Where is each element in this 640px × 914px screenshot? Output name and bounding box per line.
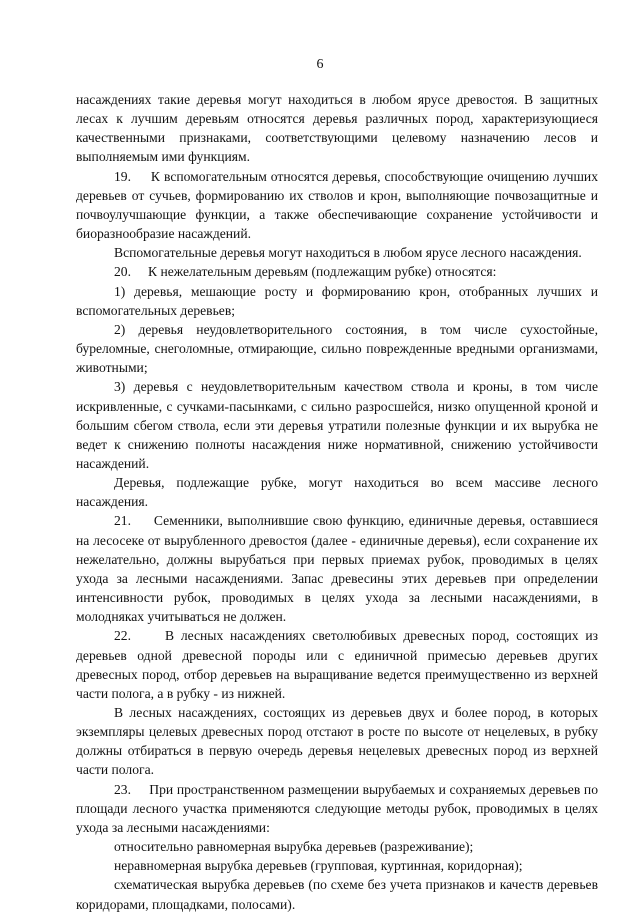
paragraph-item-19: 19. К вспомогательным относятся деревья, способствующие очищению лучших деревьев от сучьев, формированию их стволов и крон, выполняющие почвозащитные и почвоулучшающие функции, а также обеспечивающие сохранение устойчивости и биоразнообразие насаждений. [76,168,598,242]
paragraph-item-21: 21. Семенники, выполнившие свою функцию, единичные деревья, оставшиеся на лесосеке от вырубленного древостоя (далее - единичные деревья), если сохранение их нежелательно, должны вырубаться при первых приемах рубок, проводимых в целях ухода за лесными насаждениями. Запас древесины этих деревьев при определении интенсивности рубок, проводимых в целях ухода за лесными насаждениями, в молодняках учитываться не должен. [76,513,598,625]
list-item-2: 2) деревья неудовлетворительного состояния, в том числе сухостойные, буреломные, снеголомные, отмирающие, сильно поврежденные вредными организмами, животными; [76,321,598,376]
paragraph-item-22: 22. В лесных насаждениях светолюбивых древесных пород, состоящих из деревьев одной древесной породы или с единичной примесью деревьев других древесных пород, отбор деревьев на выращивание ведется преимущественно из верхней части полога, а в рубку - из нижней. [76,628,598,701]
paragraph-item-23: 23. При пространственном размещении вырубаемых и сохраняемых деревьев по площади лесного участка применяются следующие методы рубок, проводимых в целях ухода за лесными насаждениями: [76,781,598,835]
paragraph-item-20: 20. К нежелательным деревьям (подлежащим рубке) относятся: [114,264,497,280]
method-schematic-thinning: схематическая вырубка деревьев (по схеме без учета признаков и качеств деревьев коридорами, площадками, полосами). [76,877,598,912]
method-uneven-thinning: неравномерная вырубка деревьев (групповая, куртинная, коридорная); [114,858,523,874]
paragraph-continuation: насаждениях такие деревья могут находиться в любом ярусе древостоя. В защитных лесах к лучшим деревьям относятся деревья различных пород, характеризующиеся качественными признаками, соответствующими целевому назначению лесов и выполняемым ими функциям. [76,92,598,165]
list-item-3: 3) деревья с неудовлетворительным качеством ствола и кроны, в том числе искривленные, с сучками-пасынками, с сильно разросшейся, низко опущенной кроной и большим сбегом ствола, если эти деревья утратили полезные функции и их вырубка не ведет к снижению полноты насаждения ниже нормативной, снижению устойчивости насаждений. [76,379,598,471]
paragraph-mixed-stands: В лесных насаждениях, состоящих из деревьев двух и более пород, в которых экземпляры целевых древесных пород отстают в росте по высоте от нецелевых, в рубку должны отбираться в первую очередь деревья нецелевых древесных пород из верхней части полога. [76,705,598,778]
method-uniform-thinning: относительно равномерная вырубка деревьев (разреживание); [114,839,474,855]
document-body [76,90,598,914]
paragraph-auxiliary-trees: Вспомогательные деревья могут находиться в любом ярусе лесного насаждения. [114,245,582,261]
list-item-1: 1) деревья, мешающие росту и формированию крон, отобранных лучших и вспомогательных деревьев; [76,283,598,318]
paragraph-trees-to-cut: Деревья, подлежащие рубке, могут находиться во всем массиве лесного насаждения. [76,475,598,510]
page-number: 6 [316,57,324,72]
